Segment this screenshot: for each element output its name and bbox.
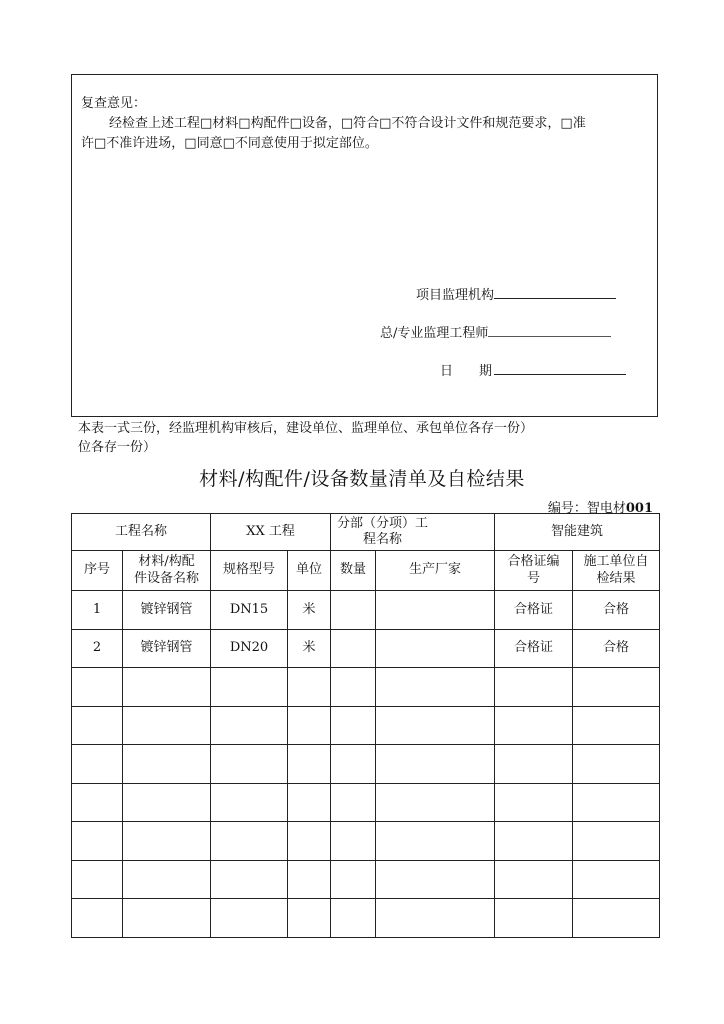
- cell-cert[interactable]: 合格证: [495, 629, 573, 668]
- cell-seq[interactable]: 1: [72, 591, 123, 630]
- project-name-value[interactable]: XX 工程: [211, 514, 331, 551]
- col-qty: 数量: [331, 551, 376, 591]
- table-row: [72, 591, 660, 630]
- cell-qty[interactable]: [331, 591, 376, 630]
- subproject-label-line1: 分部（分项）工: [337, 515, 429, 531]
- cell-qty[interactable]: [331, 629, 376, 668]
- cell-cert[interactable]: 合格证: [495, 591, 573, 630]
- supervision-org-row: [416, 288, 616, 302]
- col-name: 材料/构配 件设备名称: [123, 551, 211, 591]
- distribution-note-line2: 位各存一份）: [78, 440, 157, 455]
- supervising-engineer-label: 总/专业监理工程师: [380, 326, 489, 341]
- review-text-line1: 经检查上述工程□材料□构配件□设备，□符合□不符合设计文件和规范要求，□准: [109, 116, 586, 131]
- cell-seq[interactable]: 2: [72, 629, 123, 668]
- table-row-empty: [72, 668, 660, 707]
- col-check: 施工单位自 检结果: [573, 551, 660, 591]
- cell-check[interactable]: 合格: [573, 591, 660, 630]
- col-maker: 生产厂家: [376, 551, 495, 591]
- table-row-empty: [72, 822, 660, 861]
- supervising-engineer-signature-line[interactable]: [488, 326, 611, 337]
- cell-check[interactable]: 合格: [573, 629, 660, 668]
- table-row-empty: [72, 706, 660, 745]
- project-info-row: [72, 514, 660, 551]
- date-row: [440, 364, 626, 378]
- cell-name[interactable]: 镀锌钢管: [123, 591, 211, 630]
- cell-name[interactable]: 镀锌钢管: [123, 629, 211, 668]
- table-row-empty: [72, 745, 660, 784]
- cell-maker[interactable]: [376, 591, 495, 630]
- cell-spec[interactable]: DN15: [211, 591, 288, 630]
- review-opinion-box: [71, 74, 658, 417]
- col-cert: 合格证编 号: [495, 551, 573, 591]
- project-name-label: 工程名称: [72, 514, 211, 551]
- table-row: [72, 629, 660, 668]
- col-seq: 序号: [72, 551, 123, 591]
- cell-unit[interactable]: 米: [288, 591, 331, 630]
- col-spec: 规格型号: [211, 551, 288, 591]
- table-row-empty: [72, 860, 660, 899]
- subproject-label-line2: 程名称: [363, 532, 403, 547]
- form-code-label: 编号：智电材: [547, 501, 626, 516]
- date-signature-line[interactable]: [494, 364, 626, 375]
- supervision-org-signature-line[interactable]: [494, 288, 616, 299]
- subproject-name-label: [331, 514, 495, 551]
- distribution-note-line1: 本表一式三份，经监理机构审核后，建设单位、监理单位、承包单位各存一份）: [78, 421, 534, 436]
- subproject-name-value[interactable]: 智能建筑: [495, 514, 660, 551]
- form-code-value: 001: [625, 501, 653, 516]
- cell-spec[interactable]: DN20: [211, 629, 288, 668]
- cell-maker[interactable]: [376, 629, 495, 668]
- material-list-table: [71, 513, 660, 938]
- form-title: 材料/构配件/设备数量清单及自检结果: [199, 468, 525, 490]
- review-heading: 复查意见：: [81, 96, 147, 111]
- col-unit: 单位: [288, 551, 331, 591]
- review-text-line2: 许□不准许进场，□同意□不同意使用于拟定部位。: [81, 136, 378, 151]
- table-row-empty: [72, 783, 660, 822]
- supervision-org-label: 项目监理机构: [416, 288, 495, 303]
- date-label: 日 期: [440, 364, 493, 379]
- table-row-empty: [72, 899, 660, 938]
- column-header-row: [72, 551, 660, 591]
- cell-unit[interactable]: 米: [288, 629, 331, 668]
- supervising-engineer-row: [380, 326, 611, 340]
